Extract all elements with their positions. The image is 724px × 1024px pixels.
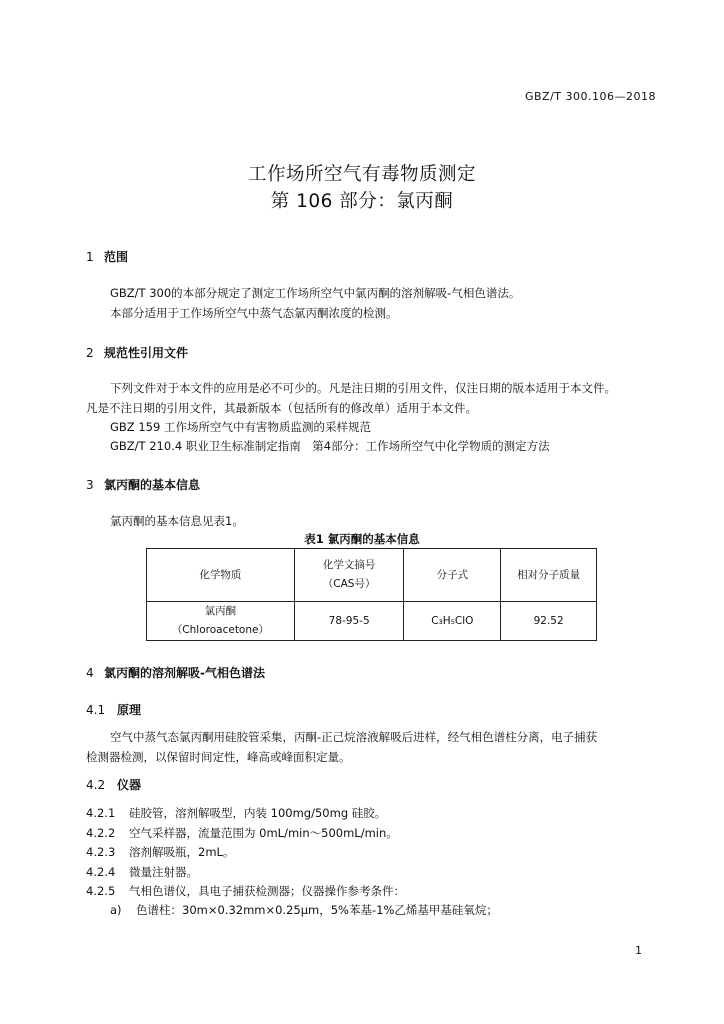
sub-item-text: 色谱柱：30m×0.32mm×0.25μm，5%苯基-1%乙烯基甲基硅氧烷； <box>136 903 498 917</box>
section-number: 2 <box>86 346 94 360</box>
item-number: 4.2.2 <box>86 826 116 840</box>
header-cas-line-1: 化学文摘号 <box>322 559 376 571</box>
list-item <box>86 883 405 899</box>
page-number: 1 <box>635 944 642 957</box>
reference-gbz-159: GBZ 159 工作场所空气中有害物质监测的采样规范 <box>110 420 371 434</box>
sub-item-a <box>110 902 498 918</box>
section-title: 范围 <box>104 250 129 264</box>
table-row <box>147 602 597 641</box>
section-number: 4.1 <box>86 703 106 717</box>
document-subtitle: 第 106 部分：氯丙酮 <box>270 191 454 212</box>
section-4-2-heading <box>86 776 141 793</box>
section-number: 3 <box>86 478 94 492</box>
item-number: 4.2.4 <box>86 865 116 879</box>
section-title: 规范性引用文件 <box>104 346 189 360</box>
section-2-paragraph-line-2: 凡是不注日期的引用文件，其最新版本（包括所有的修改单）适用于本文件。 <box>86 401 477 415</box>
section-2-heading <box>86 344 188 361</box>
section-4-1-heading <box>86 701 141 718</box>
section-title: 原理 <box>117 703 142 717</box>
item-number: 4.2.5 <box>86 884 116 898</box>
item-text: 空气采样器，流量范围为 0mL/min～500mL/min。 <box>129 826 398 840</box>
table-caption: 表1 氯丙酮的基本信息 <box>304 532 420 546</box>
section-1-paragraph-2: 本部分适用于工作场所空气中蒸气态氯丙酮浓度的检测。 <box>110 306 398 320</box>
item-number: 4.2.1 <box>86 806 116 820</box>
item-number: 4.2.3 <box>86 845 116 859</box>
section-2-paragraph-line-1: 下列文件对于本文件的应用是必不可少的。凡是注日期的引用文件，仅注日期的版本适用于本文件。 <box>110 381 616 395</box>
chemical-name-en: （Chloroacetone） <box>171 624 269 636</box>
list-item <box>86 805 386 821</box>
section-4-1-paragraph-line-2: 检测器检测，以保留时间定性，峰高或峰面积定量。 <box>86 750 351 764</box>
table-header-row <box>147 549 597 602</box>
reference-gbz-t-210-4: GBZ/T 210.4 职业卫生标准制定指南 第4部分：工作场所空气中化学物质的测定方法 <box>110 439 550 453</box>
section-number: 4 <box>86 666 94 680</box>
section-3-heading <box>86 476 200 493</box>
section-title: 仪器 <box>117 778 142 792</box>
section-1-heading <box>86 248 128 265</box>
sub-item-marker: a) <box>110 903 122 917</box>
header-molecular-weight: 相对分子质量 <box>501 549 597 602</box>
list-item <box>86 844 234 860</box>
header-cas-line-2: （CAS号） <box>322 578 376 590</box>
section-title: 氯丙酮的基本信息 <box>104 478 201 492</box>
chemical-name-zh: 氯丙酮 <box>204 605 237 617</box>
cell-cas: 78-95-5 <box>294 602 404 641</box>
section-4-1-paragraph-line-1: 空气中蒸气态氯丙酮用硅胶管采集，丙酮-正己烷溶液解吸后进样，经气相色谱柱分离，电子捕获 <box>110 730 598 744</box>
list-item <box>86 825 398 841</box>
list-item <box>86 864 198 880</box>
cell-chemical <box>147 602 295 641</box>
standard-code: GBZ/T 300.106—2018 <box>524 90 656 103</box>
item-text: 硅胶管，溶剂解吸型，内装 100mg/50mg 硅胶。 <box>129 806 387 820</box>
item-text: 溶剂解吸瓶，2mL。 <box>129 845 235 859</box>
section-title: 氯丙酮的溶剂解吸-气相色谱法 <box>104 666 265 680</box>
section-number: 1 <box>86 250 94 264</box>
item-text: 气相色谱仪，具电子捕获检测器；仪器操作参考条件： <box>129 884 405 898</box>
header-chemical: 化学物质 <box>147 549 295 602</box>
cell-molecular-weight: 92.52 <box>501 602 597 641</box>
section-number: 4.2 <box>86 778 106 792</box>
header-formula: 分子式 <box>404 549 501 602</box>
basic-info-table <box>146 548 597 641</box>
header-cas <box>294 549 404 602</box>
document-title: 工作场所空气有毒物质测定 <box>247 164 476 185</box>
section-3-paragraph: 氯丙酮的基本信息见表1。 <box>110 514 244 528</box>
section-1-paragraph-1: GBZ/T 300的本部分规定了测定工作场所空气中氯丙酮的溶剂解吸-气相色谱法。 <box>110 286 521 300</box>
section-4-heading <box>86 664 265 681</box>
cell-formula: C₃H₅ClO <box>404 602 501 641</box>
item-text: 微量注射器。 <box>129 865 198 879</box>
